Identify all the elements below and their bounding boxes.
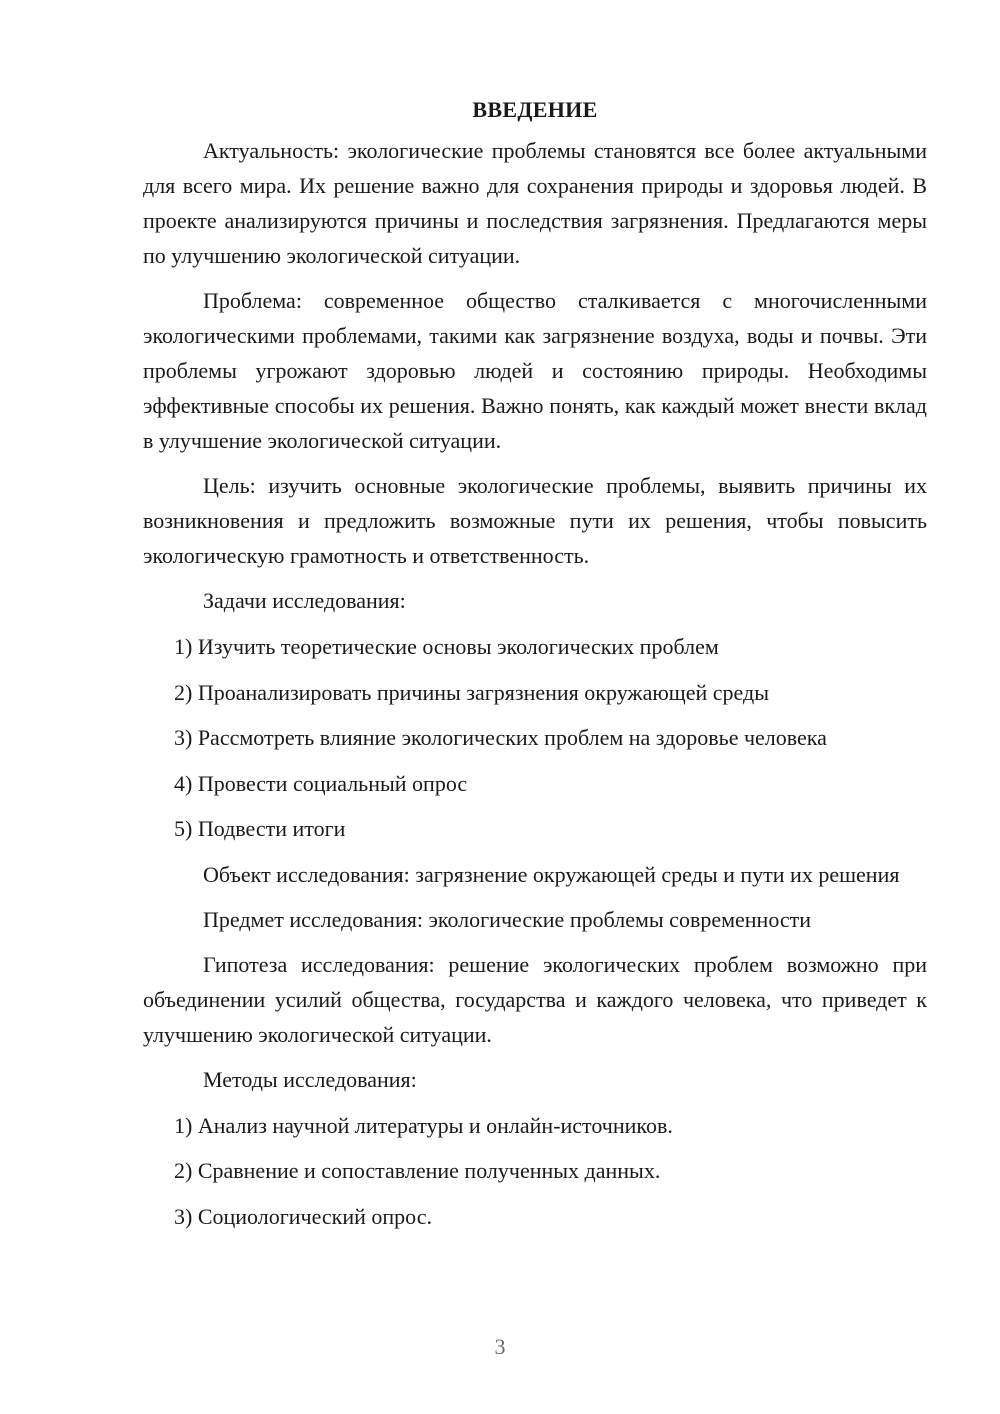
tasks-heading: Задачи исследования: [203, 588, 406, 613]
methods-list [143, 1108, 927, 1234]
goal-paragraph: Цель: изучить основные экологические проблемы, выявить причины их возникновения и предложить возможные пути их решения, чтобы повысить экологическую грамотность и ответственность. [143, 473, 927, 568]
object-paragraph: Объект исследования: загрязнение окружающей среды и пути их решения [203, 861, 900, 887]
problem-paragraph: Проблема: современное общество сталкивается с многочисленными экологическими проблемами, такими как загрязнение воздуха, воды и почвы. Эти проблемы угрожают здоровью людей и состоянию природы. Необходимы эффективные способы их решения. Важно понять, как каждый может внести вклад в улучшение экологической ситуации. [143, 288, 927, 453]
tasks-list [143, 629, 927, 846]
document-page [143, 93, 927, 1244]
list-item: 2) Сравнение и сопоставление полученных данных. [174, 1158, 661, 1183]
relevance-paragraph: Актуальность: экологические проблемы становятся все более актуальными для всего мира. Их решение важно для сохранения природы и здоровья людей. В проекте анализируются причины и последствия загрязнения. Предлагаются меры по улучшению экологической ситуации. [143, 138, 927, 268]
subject-paragraph: Предмет исследования: экологические проблемы современности [203, 906, 812, 932]
list-item: 3) Рассмотреть влияние экологических проблем на здоровье человека [174, 725, 827, 750]
page-title: ВВЕДЕНИЕ [472, 97, 598, 122]
hypothesis-paragraph: Гипотеза исследования: решение экологических проблем возможно при объединении усилий общества, государства и каждого человека, что приведет к улучшению экологической ситуации. [143, 951, 927, 1047]
page-number: 3 [494, 1334, 506, 1359]
list-item: 3) Социологический опрос. [174, 1203, 432, 1229]
list-item: 5) Подвести итоги [174, 816, 346, 841]
list-item: 1) Изучить теоретические основы экологических проблем [174, 634, 719, 659]
list-item: 1) Анализ научной литературы и онлайн-источников. [174, 1112, 673, 1138]
methods-heading: Методы исследования: [203, 1066, 417, 1092]
list-item: 4) Провести социальный опрос [174, 770, 468, 796]
list-item: 2) Проанализировать причины загрязнения окружающей среды [174, 679, 769, 705]
